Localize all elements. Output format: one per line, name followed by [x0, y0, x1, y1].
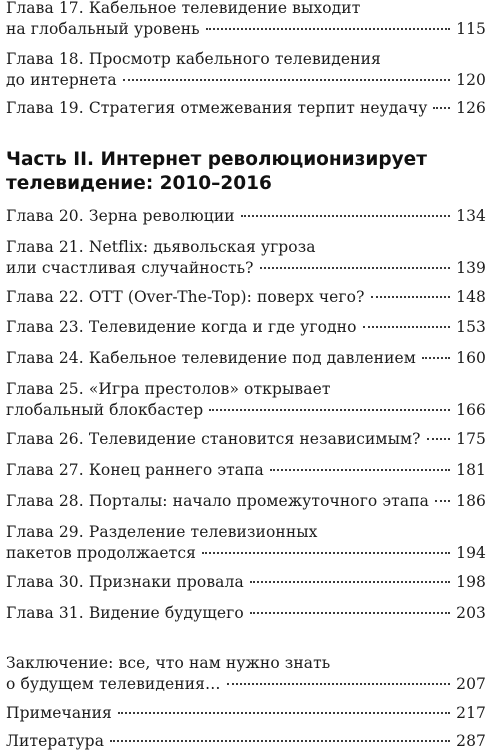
entry-title: Глава 30. Признаки провала	[6, 573, 244, 591]
entry-title-line: Глава 21. Netflix: дьявольская угроза	[6, 238, 316, 256]
toc-entry-chapter-27	[6, 460, 486, 481]
toc-entry-chapter-23	[6, 317, 486, 338]
toc-entry-chapter-30	[6, 572, 486, 593]
page-number: 115	[456, 20, 486, 38]
entry-title: Глава 28. Порталы: начало промежуточного этапа	[6, 492, 429, 510]
dot-leader	[422, 357, 450, 359]
page-number: 198	[456, 573, 486, 591]
page-number: 160	[456, 349, 486, 367]
toc-entry-chapter-24	[6, 348, 486, 369]
page-number: 181	[456, 461, 486, 479]
page-number: 166	[456, 401, 486, 419]
entry-title: Глава 31. Видение будущего	[6, 604, 244, 622]
page-number: 134	[456, 207, 486, 225]
dot-leader	[202, 552, 450, 554]
page-number: 217	[456, 704, 486, 722]
page-number: 120	[456, 71, 486, 89]
entry-title: Глава 26. Телевидение становится независимым?	[6, 430, 421, 448]
entry-title: или счастливая случайность?	[6, 259, 254, 277]
dot-leader	[270, 469, 450, 471]
dot-leader	[123, 79, 450, 81]
dot-leader	[250, 581, 450, 583]
dot-leader	[371, 296, 451, 298]
page-number: 203	[456, 604, 486, 622]
toc-entry-chapter-21	[6, 237, 486, 279]
dot-leader	[435, 500, 450, 502]
toc-entry-chapter-28	[6, 491, 486, 512]
entry-title: Глава 22. OTT (Over-The-Top): поверх чего?	[6, 288, 365, 306]
entry-title: о будущем телевидения…	[6, 675, 221, 693]
page-number: 186	[456, 492, 486, 510]
page-number: 139	[456, 259, 486, 277]
entry-title-line: Глава 17. Кабельное телевидение выходит	[6, 0, 361, 17]
toc-entry-chapter-31	[6, 603, 486, 624]
part-heading-line-1: Часть II. Интернет революционизирует	[6, 149, 427, 170]
dot-leader	[250, 612, 450, 614]
toc-entry-chapter-26	[6, 429, 486, 450]
dot-leader	[260, 267, 451, 269]
toc-entry-literature	[6, 731, 486, 752]
dot-leader	[209, 409, 450, 411]
entry-title-line: Глава 29. Разделение телевизионных	[6, 523, 318, 541]
toc-entry-chapter-17	[6, 0, 486, 40]
page-number: 207	[456, 675, 486, 693]
toc-entry-chapter-29	[6, 522, 486, 564]
entry-title: на глобальный уровень	[6, 20, 200, 38]
entry-title-line: Глава 18. Просмотр кабельного телевидения	[6, 50, 381, 68]
dot-leader	[427, 438, 451, 440]
entry-title-line: Глава 25. «Игра престолов» открывает	[6, 380, 331, 398]
page-number: 126	[456, 99, 486, 117]
page-number: 287	[456, 732, 486, 750]
entry-title: пакетов продолжается	[6, 544, 197, 562]
page-number: 148	[456, 288, 486, 306]
toc-entry-notes	[6, 703, 486, 724]
toc-entry-chapter-19	[6, 98, 486, 119]
part-heading-line-2: телевидение: 2010–2016	[6, 173, 272, 194]
entry-title: Глава 19. Стратегия отмежевания терпит неудачу	[6, 99, 428, 117]
part-heading	[6, 148, 486, 196]
toc-entry-chapter-25	[6, 379, 486, 421]
dot-leader	[433, 107, 450, 109]
dot-leader	[241, 215, 450, 217]
dot-leader	[206, 28, 450, 30]
dot-leader	[227, 683, 450, 685]
toc-entry-chapter-22	[6, 287, 486, 308]
entry-title: глобальный блокбастер	[6, 401, 204, 419]
page-number: 194	[456, 544, 486, 562]
entry-title: Глава 23. Телевидение когда и где угодно	[6, 318, 357, 336]
entry-title: Глава 27. Конец раннего этапа	[6, 461, 264, 479]
toc-entry-chapter-18	[6, 49, 486, 91]
toc-entry-conclusion	[6, 653, 486, 695]
page-number: 153	[456, 318, 486, 336]
dot-leader	[118, 712, 450, 714]
entry-title-line: Заключение: все, что нам нужно знать	[6, 654, 331, 672]
entry-title: Глава 20. Зерна революции	[6, 207, 235, 225]
entry-title: Глава 24. Кабельное телевидение под давлением	[6, 349, 416, 367]
entry-title: Литература	[6, 732, 105, 750]
entry-title: Примечания	[6, 704, 112, 722]
dot-leader	[363, 326, 451, 328]
entry-title: до интернета	[6, 71, 117, 89]
dot-leader	[110, 740, 450, 742]
toc-entry-chapter-20	[6, 206, 486, 227]
page-number: 175	[456, 430, 486, 448]
